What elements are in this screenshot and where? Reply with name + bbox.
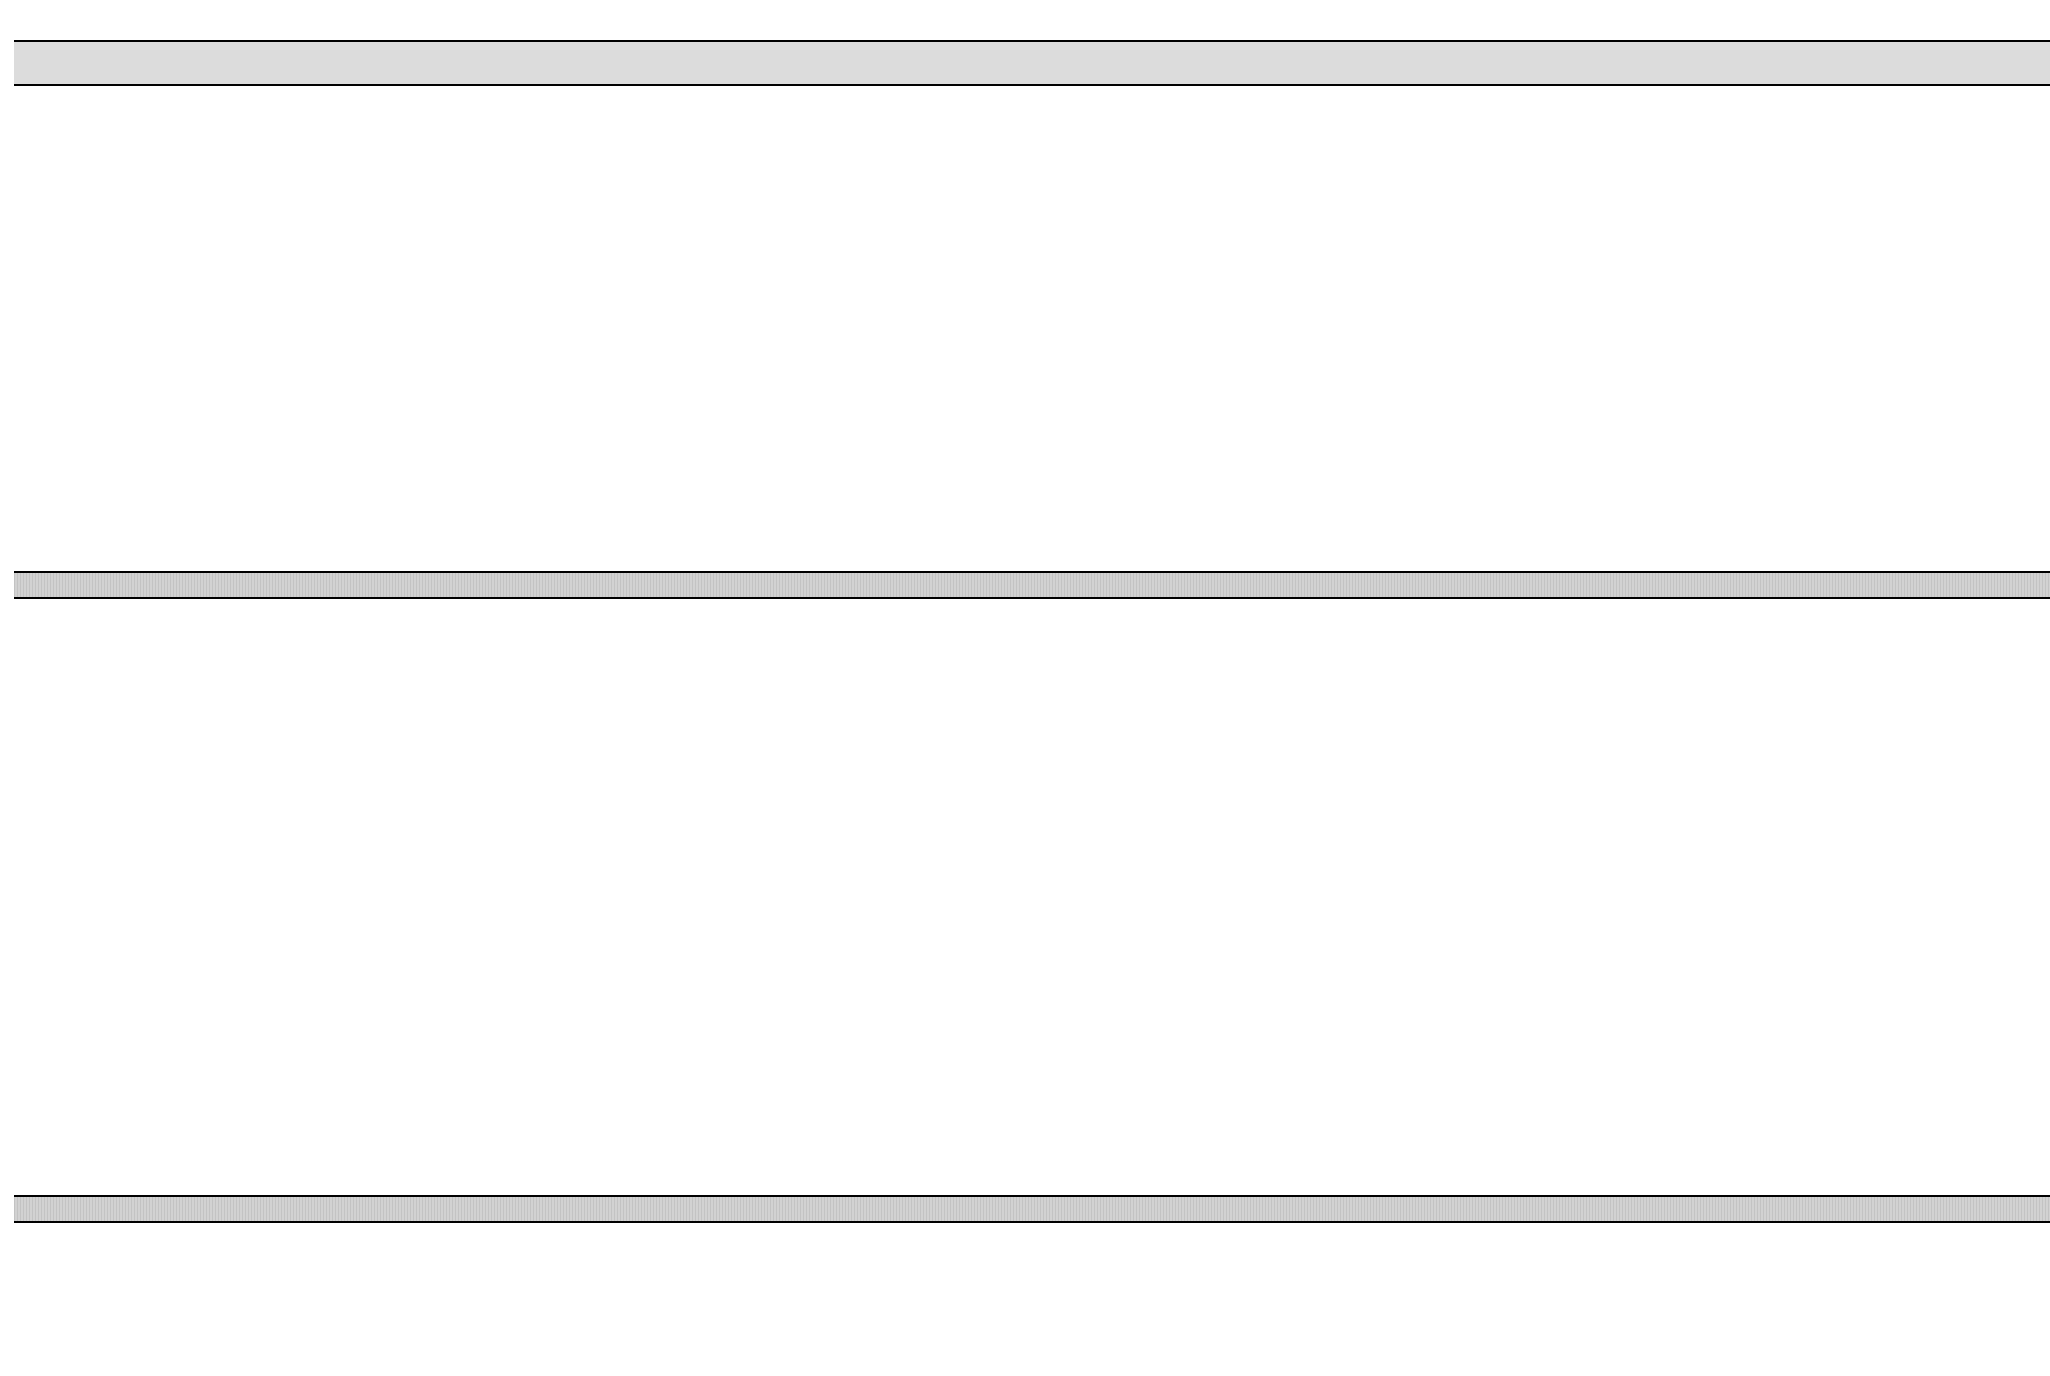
row-separator: [14, 1197, 2050, 1221]
header-fault-code: [305, 42, 479, 88]
row-border: [14, 1195, 2050, 1197]
header-mil: [2014, 42, 2050, 88]
row-separator: [14, 573, 2050, 597]
header-secondary: [1329, 42, 1619, 88]
table-header: [14, 40, 2050, 86]
row-border: [14, 597, 2050, 599]
header-enable: [1619, 42, 1889, 88]
row-border: [14, 1221, 2050, 1223]
header-component: [14, 42, 305, 88]
header-time-length: [1889, 42, 2014, 88]
header-criteria: [769, 42, 1059, 88]
row-border: [14, 571, 2050, 573]
header-strategy: [479, 42, 769, 88]
spec-table: [14, 40, 2050, 1376]
header-threshold: [1059, 42, 1329, 88]
